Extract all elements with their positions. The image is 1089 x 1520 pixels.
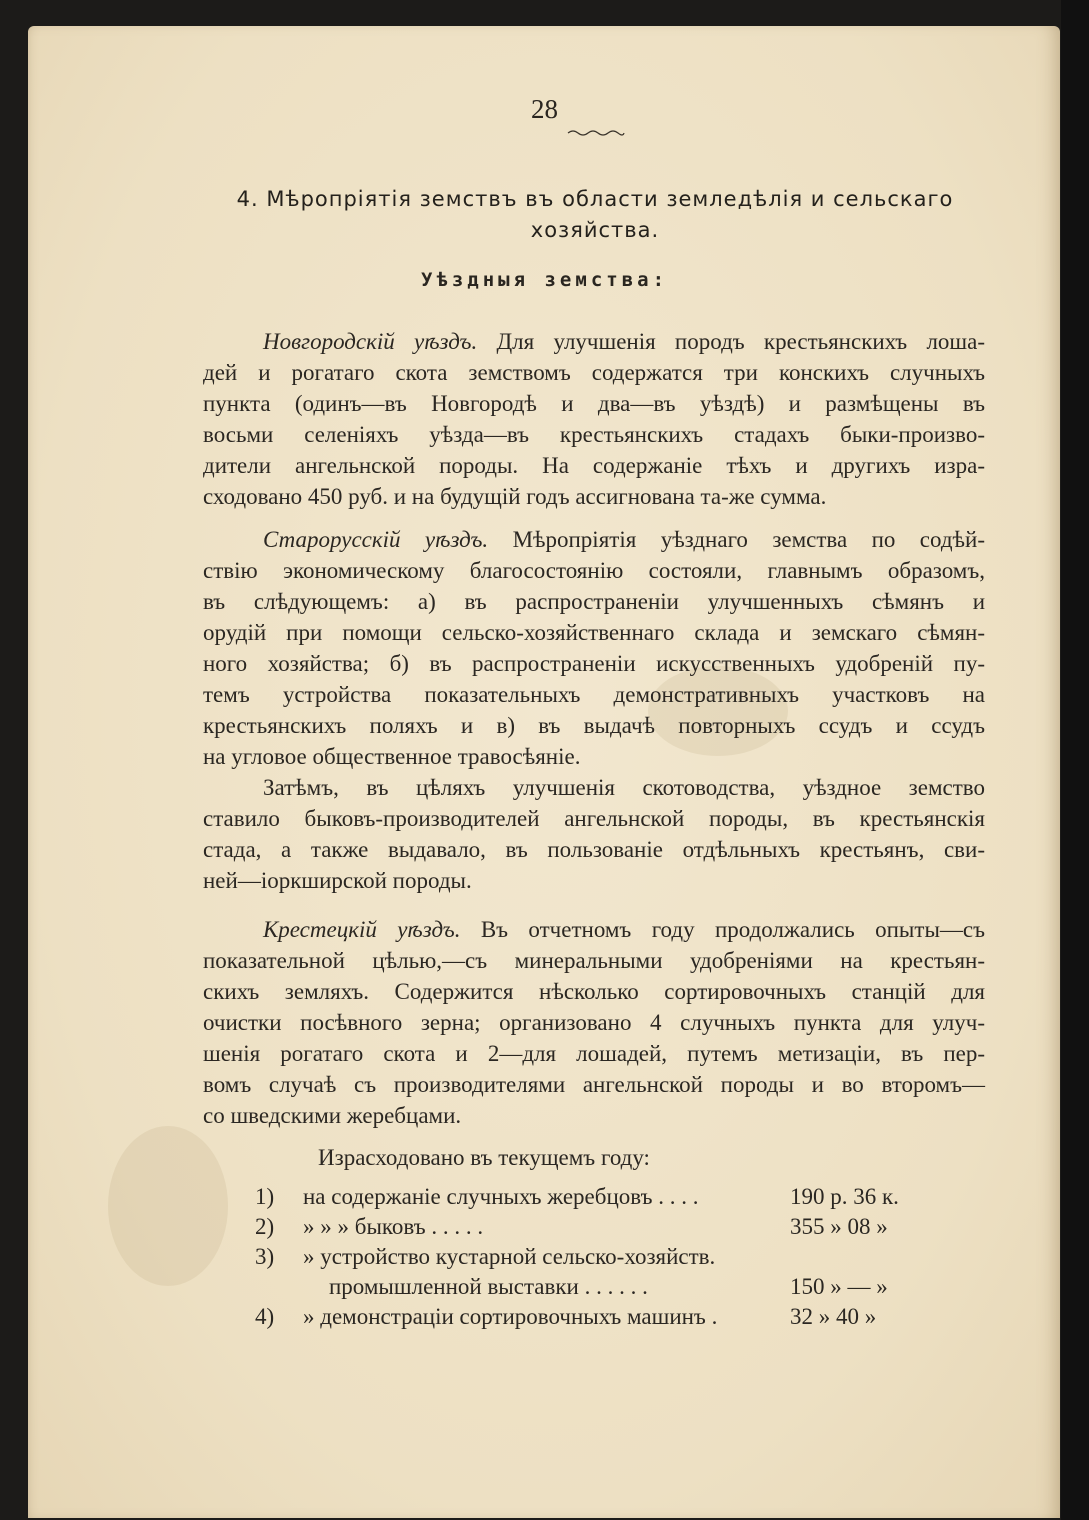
expense-number: 3) [255,1244,275,1269]
page-number: 28 [531,94,558,124]
paragraph-line: ней—іоркширской породы. [203,868,472,893]
paper-stain [108,1126,228,1286]
paragraph-line: въ слѣдующемъ: а) въ распространеніи улучшенныхъ сѣмянъ и [203,589,985,614]
section-subtitle: Уѣздныя земства: [420,269,669,291]
district-name: Новгородскій уѣздъ. [263,329,478,354]
expense-description: промышленной выставки . . . . . . [329,1274,648,1299]
paragraph-line: стада, а также выдавало, въ пользованіе отдѣльныхъ крестьянъ, сви- [203,837,985,862]
expense-amount: 355 » 08 » [790,1214,888,1239]
paragraph-line: восьми селеніяхъ уѣзда—въ крестьянскихъ стадахъ быки-произво- [203,422,985,447]
section-title [150,184,1040,246]
paragraph-line: на угловое общественное травосѣяніе. [203,744,581,769]
expense-amount: 150 » — » [790,1274,888,1299]
book-edge [1061,0,1089,1520]
paragraph-line: показательной цѣлью,—съ минеральными удобреніями на крестьян- [203,948,985,973]
expense-row [255,1184,925,1216]
expense-description: » устройство кустарной сельско-хозяйств. [303,1244,716,1269]
paragraph-line: со шведскими жеребцами. [203,1103,462,1128]
expense-row [255,1244,925,1276]
paragraph-line: орудій при помощи сельско-хозяйственнаго склада и земскаго сѣмян- [203,620,985,645]
paragraph-line: дители ангельнской породы. На содержаніе тѣхъ и другихъ изра- [203,453,985,478]
paragraph-line: крестьянскихъ поляхъ и в) въ выдачѣ повторныхъ ссудъ и ссудъ [203,713,985,738]
paragraph-line: Старорусскій уѣздъ. Мѣропріятія уѣзднаго земства по содѣй- [263,527,985,552]
expense-row [255,1214,925,1246]
paragraph-line: ствію экономическому благосостоянію состояли, главнымъ образомъ, [203,558,985,583]
paragraph-staraya-russa [203,524,985,772]
expense-row [255,1304,925,1336]
expense-description: » » » быковъ . . . . . [303,1214,484,1239]
paragraph-line: Затѣмъ, въ цѣляхъ улучшенія скотоводства, уѣздное земство [263,775,985,800]
paragraph-line: очистки посѣвного зерна; организовано 4 случныхъ пункта для улуч- [203,1010,985,1035]
expenses-heading: Израсходовано въ текущемъ году: [318,1145,650,1170]
paragraph-line: пункта (одинъ—въ Новгородѣ и два—въ уѣздѣ) и размѣщены въ [203,391,985,416]
paragraph-line: сходовано 450 руб. и на будущій годъ ассигнована та-же сумма. [203,484,827,509]
expense-row [255,1274,925,1306]
paragraph-line: Крестецкій уѣздъ. Въ отчетномъ году продолжались опыты—съ [263,917,985,942]
paragraph-line: ставило быковъ-производителей ангельнской породы, въ крестьянскія [203,806,985,831]
district-name: Старорусскій уѣздъ. [263,527,489,552]
paragraph-line: ного хозяйства; б) въ распространеніи искусственныхъ удобреній пу- [203,651,985,676]
paragraph-staraya-russa-2 [203,772,985,896]
expense-description: на содержаніе случныхъ жеребцовъ . . . . [303,1184,699,1209]
expense-number: 1) [255,1184,275,1209]
paragraph-line: Новгородскій уѣздъ. Для улучшенія породъ крестьянскихъ лоша- [263,329,985,354]
expense-number: 2) [255,1214,275,1239]
paragraph-line: вомъ случаѣ съ производителями ангельнской породы и во второмъ— [203,1072,985,1097]
section-title-line-2: хозяйства. [530,218,660,242]
expense-amount: 190 р. 36 к. [790,1184,899,1209]
paragraph-novgorod [203,326,985,512]
decorative-rule [566,128,626,136]
paragraph-krestsy [203,914,985,1131]
district-name: Крестецкій уѣздъ. [263,917,461,942]
paragraph-line: шенія рогатаго скота и 2—для лошадей, путемъ метизаціи, въ пер- [203,1041,985,1066]
paragraph-line: темъ устройства показательныхъ демонстративныхъ участковъ на [203,682,985,707]
section-title-line-1: 4. Мѣропріятія земствъ въ области земледѣлія и сельскаго [236,187,954,211]
expense-description: » демонстраціи сортировочныхъ машинъ . [303,1304,718,1329]
expense-number: 4) [255,1304,275,1329]
expense-amount: 32 » 40 » [790,1304,877,1329]
paragraph-line: дей и рогатаго скота земствомъ содержатся три конскихъ случныхъ [203,360,985,385]
paragraph-line: скихъ земляхъ. Содержится нѣсколько сортировочныхъ станцій для [203,979,985,1004]
